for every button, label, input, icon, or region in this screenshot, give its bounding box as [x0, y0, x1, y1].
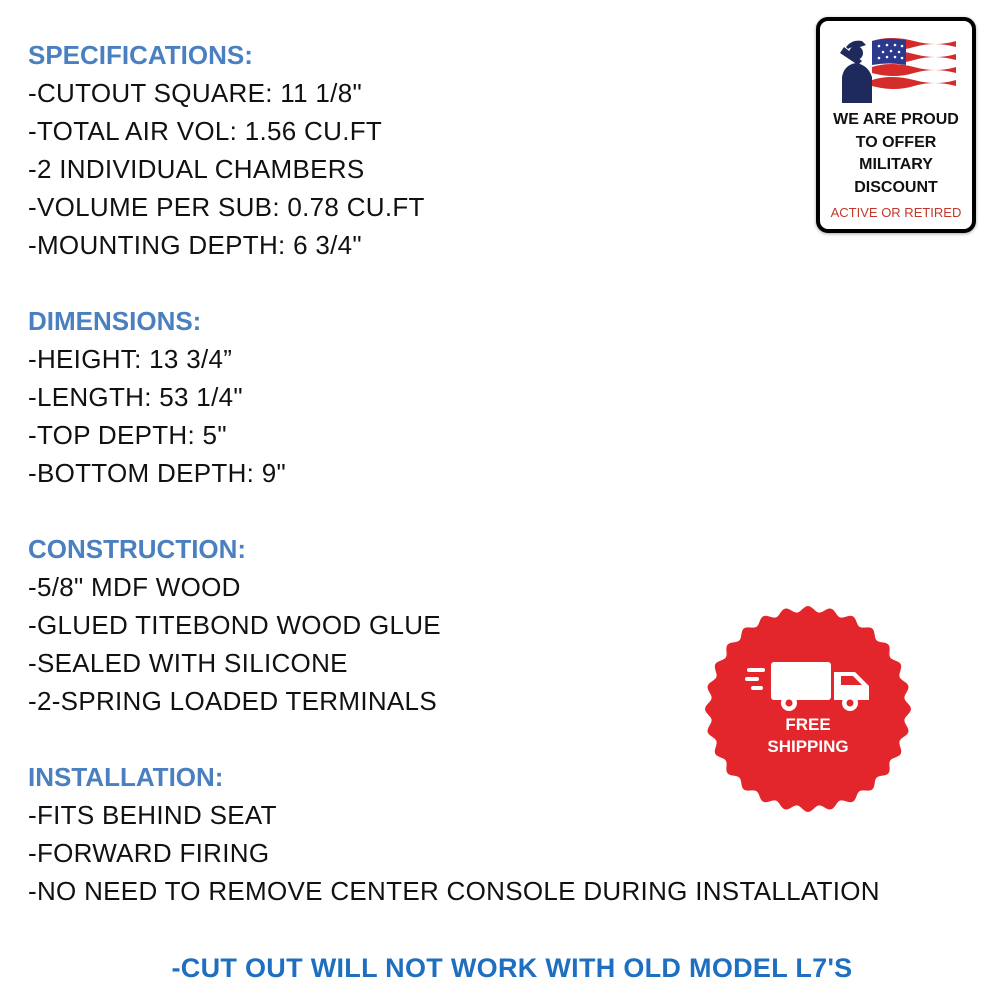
badge-headline-line: WE ARE PROUD: [833, 111, 959, 128]
section-title: CONSTRUCTION:: [28, 534, 247, 564]
spec-line: -GLUED TITEBOND WOOD GLUE: [28, 610, 441, 640]
section-title: DIMENSIONS:: [28, 306, 202, 336]
spec-line: -CUTOUT SQUARE: 11 1/8": [28, 78, 362, 108]
badge-headline-line: DISCOUNT: [854, 178, 938, 196]
free-shipping-badge: [703, 604, 913, 814]
badge-subline: ACTIVE OR RETIRED: [830, 205, 962, 220]
badge-headline-line: TO OFFER: [855, 133, 937, 151]
section-title: SPECIFICATIONS:: [28, 40, 253, 70]
spec-line: -2-SPRING LOADED TERMINALS: [28, 686, 437, 716]
section-specifications: [28, 36, 888, 264]
spec-line: -TOP DEPTH: 5": [28, 420, 227, 450]
footer-note: -CUT OUT WILL NOT WORK WITH OLD MODEL L7'S: [171, 953, 853, 983]
shipping-text-line: SHIPPING: [767, 737, 849, 756]
section-dimensions: [28, 302, 888, 492]
shipping-text-line: FREE: [785, 715, 831, 734]
scalloped-seal-shape: [703, 604, 913, 814]
spec-line: -5/8" MDF WOOD: [28, 572, 241, 602]
spec-line: -FORWARD FIRING: [28, 838, 270, 868]
section-title: INSTALLATION:: [28, 762, 224, 792]
spec-line: -FITS BEHIND SEAT: [28, 800, 277, 830]
shipping-text: [703, 714, 913, 758]
badge-headline-line: MILITARY: [859, 156, 933, 173]
spec-line: -LENGTH: 53 1/4": [28, 382, 243, 412]
spec-line: -HEIGHT: 13 3/4”: [28, 344, 233, 374]
spec-line: -MOUNTING DEPTH: 6 3/4": [28, 230, 362, 260]
spec-line: -SEALED WITH SILICONE: [28, 648, 348, 678]
spec-line: -TOTAL AIR VOL: 1.56 CU.FT: [28, 116, 383, 146]
saluting-soldier-flag-icon: [832, 33, 960, 103]
badge-headline: [820, 109, 972, 199]
spec-line: -NO NEED TO REMOVE CENTER CONSOLE DURING INSTALLATION: [28, 876, 880, 906]
spec-line: -VOLUME PER SUB: 0.78 CU.FT: [28, 192, 425, 222]
military-discount-badge: [816, 17, 976, 233]
spec-line: -BOTTOM DEPTH: 9": [28, 458, 286, 488]
spec-line: -2 INDIVIDUAL CHAMBERS: [28, 154, 365, 184]
